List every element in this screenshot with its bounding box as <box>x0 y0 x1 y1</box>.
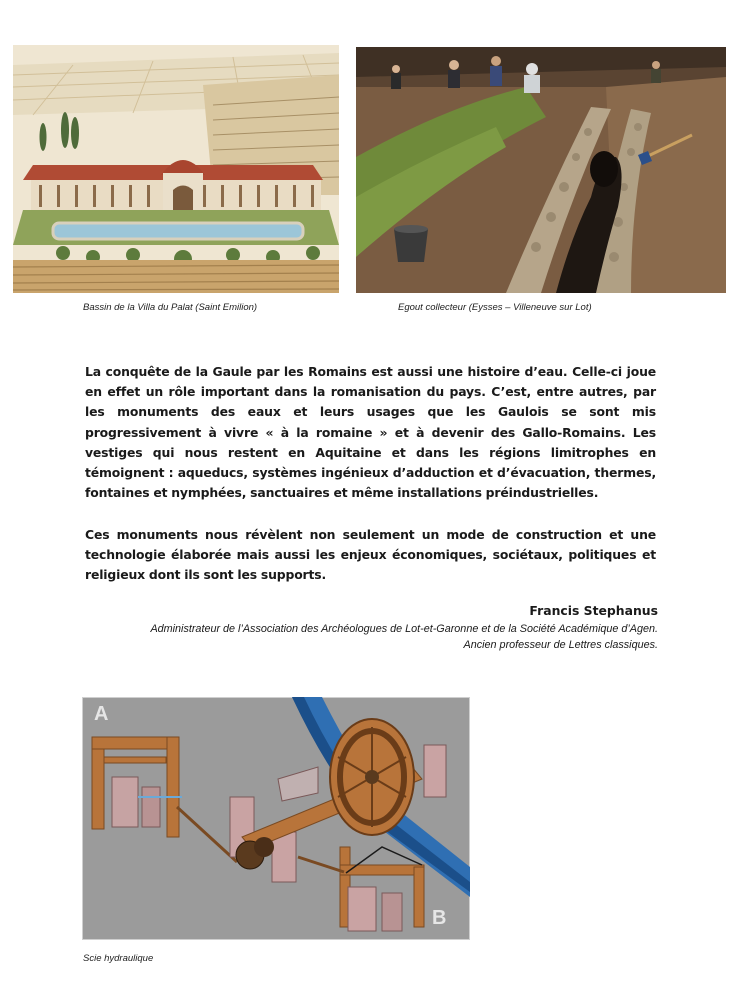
intro-paragraph: La conquête de la Gaule par les Romains est aussi une histoire d’eau. Celle-ci joue en effet un rôle important dans la romanisation du pays. C’est, entre autres, par les monuments des eaux et leurs usages que les Gaulois se sont mis progressivement à vivre « à la romaine » et à devenir des Gallo-Romains. Les vestiges qui nous restent en Aquitaine et dans les régions limitrophes en témoignent : aqueducs, systèmes ingénieux d’adduction et d’évacuation, thermes, fontaines et nymphées, sanctuaires et même installations préindustrielles. <box>85 364 656 501</box>
villa-caption: Bassin de la Villa du Palat (Saint Emilion) <box>83 302 258 313</box>
monuments-paragraph: Ces monuments nous révèlent non seulement un mode de construction et une technologie élaborée mais aussi les enjeux économiques, sociétaux, politiques et religieux dont ils sont les supports. <box>85 527 656 583</box>
label-a: A <box>94 703 109 725</box>
scie-hydraulique-diagram <box>82 697 470 940</box>
scie-caption: Scie hydraulique <box>83 953 154 964</box>
author-name: Francis Stephanus <box>529 603 658 618</box>
egout-collecteur-photo <box>356 47 726 293</box>
label-b: B <box>432 907 447 929</box>
author-former-role: Ancien professeur de Lettres classiques. <box>463 639 658 651</box>
egout-caption: Egout collecteur (Eysses – Villeneuve sur Lot) <box>398 302 592 313</box>
villa-palat-illustration <box>13 45 339 293</box>
author-role: Administrateur de l’Association des Archéologues de Lot-et-Garonne et de la Société Académique d’Agen. <box>150 623 658 635</box>
